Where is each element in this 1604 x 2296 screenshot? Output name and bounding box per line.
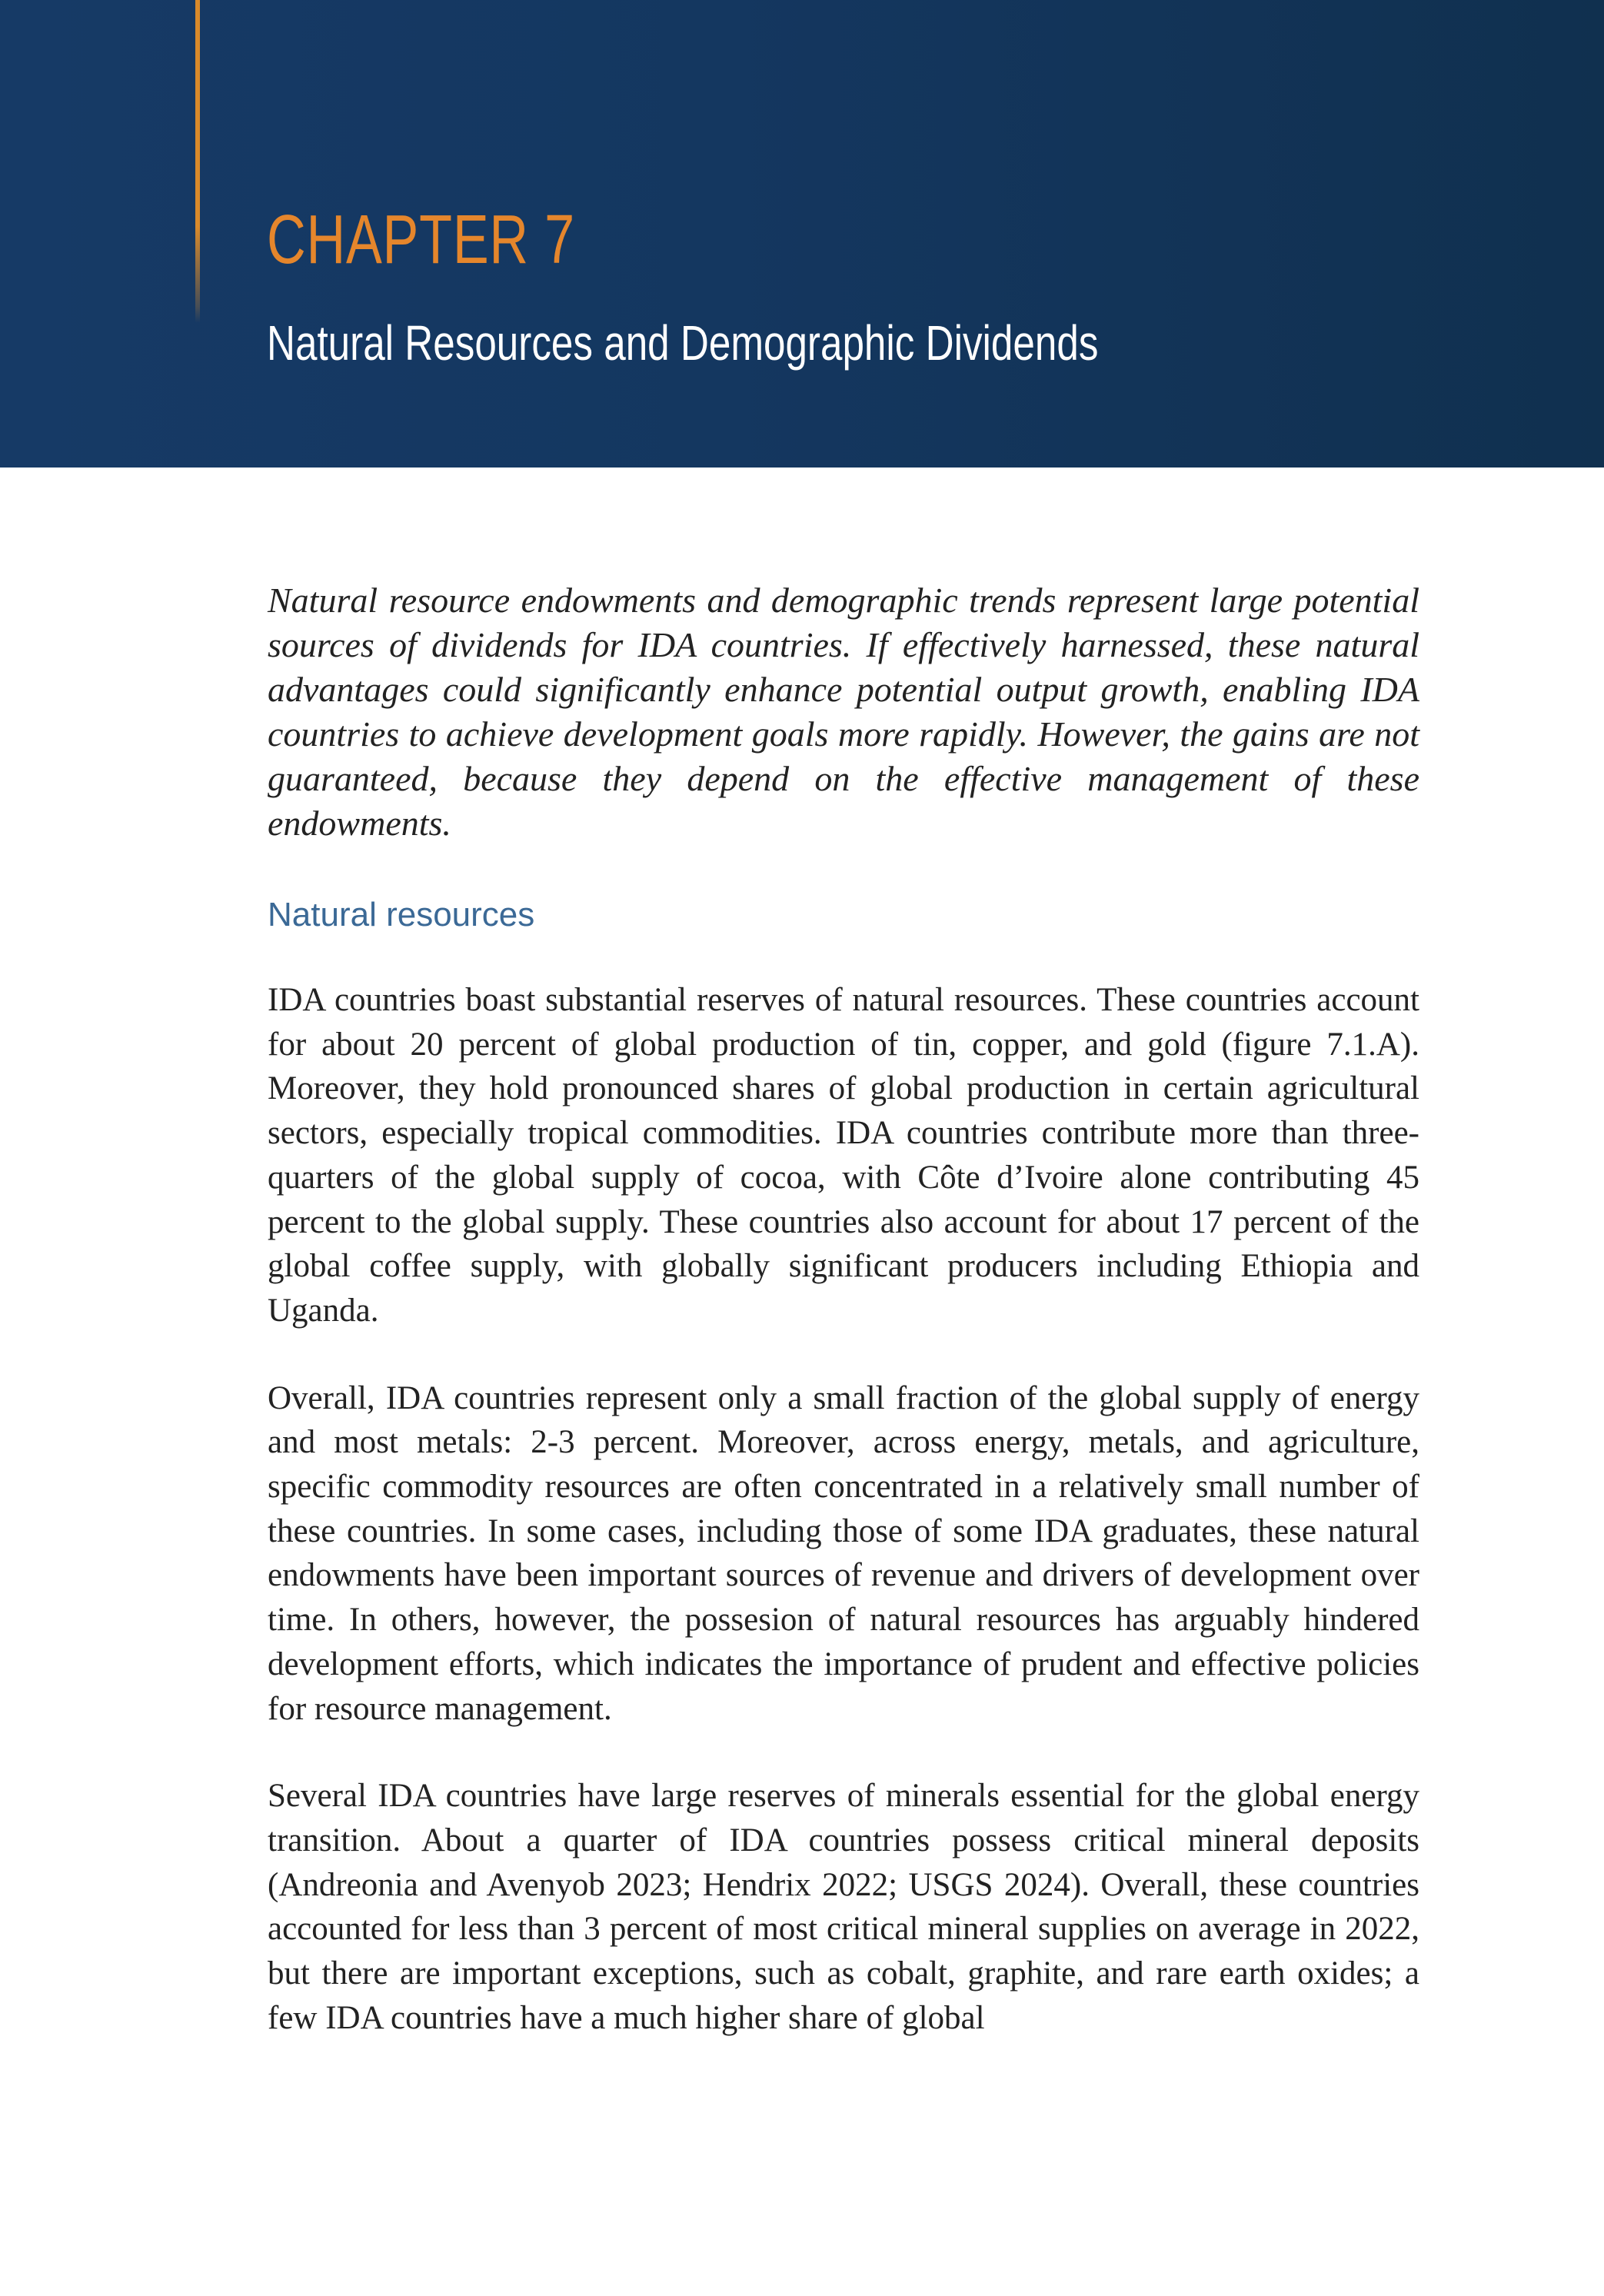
chapter-label: CHAPTER 7 [267,201,576,278]
body-paragraph: Several IDA countries have large reserves of minerals essential for the global energy transition. About a quarter of IDA countries possess critical mineral deposits (Andreonia and Avenyob 2023; Hendrix 2022; USGS 2024). Overall, these countries accounted for less than 3 percent of most critical mineral supplies on average in 2022, but there are important exceptions, such as cobalt, graphite, and rare earth oxides; a few IDA countries have a much higher share of global [268,1778,1419,2036]
section-heading: Natural resources [268,896,535,933]
chapter-banner [0,0,1604,468]
chapter-title: Natural Resources and Demographic Dividends [267,315,1099,371]
body-paragraph: IDA countries boast substantial reserves of natural resources. These countries account for about 20 percent of global production of tin, copper, and gold (figure 7.1.A). Moreover, they hold pronounced shares of global production in certain agricultural sectors, especially tropical commodities. IDA countries contribute more than three-quarters of the global supply of cocoa, with Côte d’Ivoire alone contributing 45 percent to the global supply. These countries also account for about 17 percent of the global coffee supply, with globally significant producers including Ethiopia and Uganda. [268,982,1419,1329]
page-content [268,578,1419,2040]
accent-line [195,0,200,323]
body-paragraph: Overall, IDA countries represent only a small fraction of the global supply of energy and most metals: 2-3 percent. Moreover, across energy, metals, and agriculture, specific commodity resources are often concentrated in a relatively small number of these countries. In some cases, including those of some IDA graduates, these natural endowments have been important sources of revenue and drivers of development over time. In others, however, the possesion of natural resources has arguably hindered development efforts, which indicates the importance of prudent and effective policies for resource management. [268,1379,1419,1727]
chapter-intro: Natural resource endowments and demographic trends represent large potential sources of dividends for IDA countries. If effectively harnessed, these natural advantages could significantly enhance potential output growth, enabling IDA countries to achieve development goals more rapidly. However, the gains are not guaranteed, because they depend on the effective management of these endowments. [268,581,1419,843]
